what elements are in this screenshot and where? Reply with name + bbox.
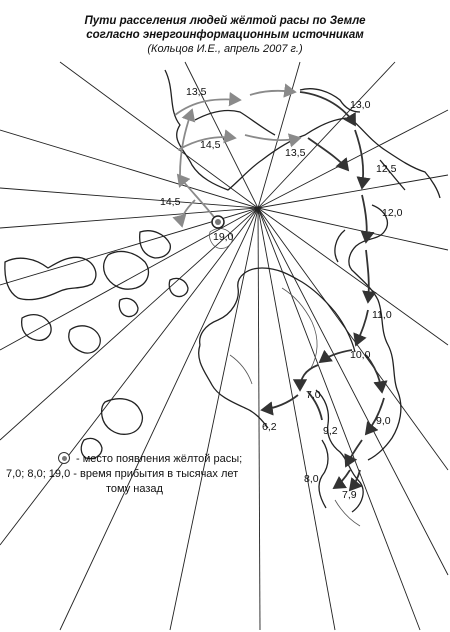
route-arrow: [356, 310, 368, 345]
map-subtitle: (Кольцов И.Е., апрель 2007 г.): [147, 43, 303, 55]
legend-times-line-2: тому назад: [106, 483, 163, 495]
arrival-label: 8,0: [304, 473, 319, 485]
arrival-labels: [160, 86, 403, 501]
route-arrow: [245, 135, 300, 140]
route-arrow: [250, 91, 295, 95]
legend-origin-text: - место появления жёлтой расы;: [76, 453, 243, 465]
arrival-label: 7,9: [342, 489, 357, 501]
map-legend: [6, 452, 276, 497]
route-arrow: [300, 365, 318, 390]
arrival-label: 14,5: [160, 196, 181, 208]
arrival-label: 13,5: [186, 86, 207, 98]
legend-origin-row: [6, 452, 276, 467]
arrival-label: 9,2: [323, 425, 338, 437]
arrival-label: 11,0: [372, 309, 392, 321]
route-arrow: [362, 195, 367, 242]
arrival-label: 9,0: [376, 415, 391, 427]
arrival-label: 7,0: [306, 389, 321, 401]
arrival-label: 13,0: [350, 99, 371, 111]
legend-times-line-1: 7,0; 8,0; 19,0 - время прибытия в тысячах лет: [6, 468, 239, 480]
arrival-label: 14,5: [200, 139, 221, 151]
origin-marker-icon: [58, 452, 70, 464]
arrival-label: 19,0: [213, 231, 234, 243]
route-arrow: [300, 92, 355, 125]
arrival-label: 10,0: [350, 349, 371, 361]
route-arrow: [355, 130, 363, 188]
route-arrow: [366, 250, 369, 302]
arrival-label: 12,5: [376, 163, 397, 175]
route-arrow: [308, 138, 348, 170]
arrival-label: 6,2: [262, 421, 277, 433]
route-arrow: [180, 110, 192, 175]
route-arrow: [334, 470, 350, 488]
arrival-label: 12,0: [382, 207, 403, 219]
map-title-line-2: согласно энергоинформационным источникам: [86, 29, 364, 41]
route-arrow: [320, 350, 352, 362]
map-title-line-1: Пути расселения людей жёлтой расы по Земле: [84, 15, 366, 27]
origin-marker: [212, 216, 224, 228]
arrival-label: 13,5: [285, 147, 306, 159]
